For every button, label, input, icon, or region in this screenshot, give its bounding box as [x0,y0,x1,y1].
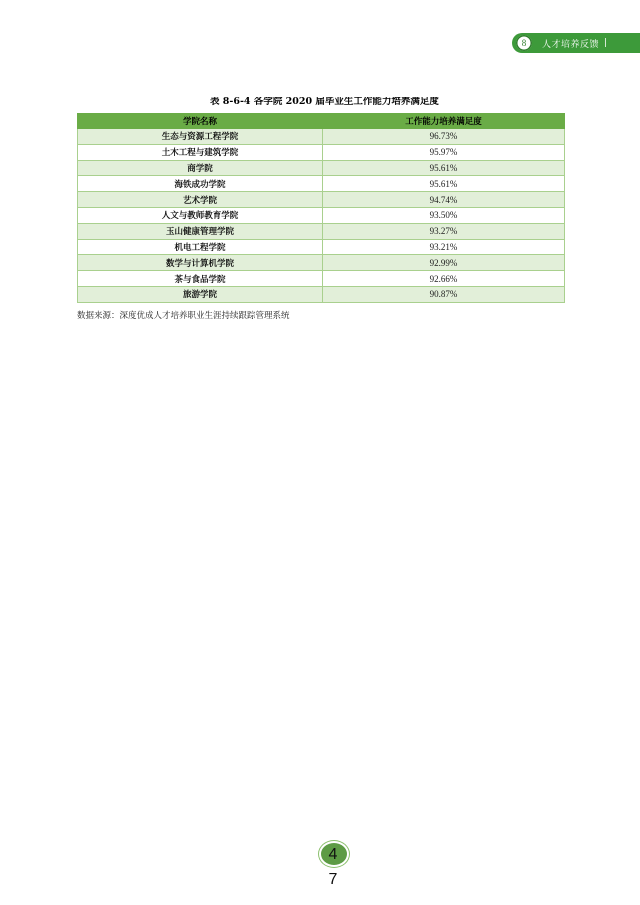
table-row [78,271,565,287]
table-header-row [78,114,565,129]
table-row [78,223,565,239]
college-name-cell: 海铁成功学院 [78,176,323,192]
college-name-cell: 旅游学院 [78,286,323,302]
table-row [78,129,565,145]
college-name-cell: 机电工程学院 [78,239,323,255]
college-name-cell: 数学与计算机学院 [78,255,323,271]
table-row [78,207,565,223]
college-name-cell: 商学院 [78,160,323,176]
satisfaction-value-cell: 92.99% [323,255,565,271]
table-row [78,144,565,160]
chapter-title: 人才培养反馈 [542,39,600,50]
satisfaction-value-cell: 94.74% [323,192,565,208]
table-row [78,239,565,255]
table-row [78,160,565,176]
satisfaction-value-cell: 96.73% [323,129,565,145]
table-row [78,286,565,302]
college-name-cell: 土木工程与建筑学院 [78,144,323,160]
satisfaction-value-cell: 93.50% [323,207,565,223]
satisfaction-value-cell: 95.61% [323,176,565,192]
table-row [78,255,565,271]
table-row [78,176,565,192]
chapter-number-badge: 8 [516,35,532,51]
college-name-cell: 人文与教师教育学院 [78,207,323,223]
page-number [319,843,347,891]
satisfaction-value-cell: 93.27% [323,223,565,239]
table-caption: 表 8-6-4 各学院 2020 届毕业生工作能力培养满足度 [210,97,439,107]
page-number-digit-1: 4 [328,846,338,863]
satisfaction-value-cell: 95.97% [323,144,565,160]
chapter-header-tab [512,33,640,53]
satisfaction-table [77,113,565,303]
college-name-cell: 玉山健康管理学院 [78,223,323,239]
satisfaction-value-cell: 92.66% [323,271,565,287]
satisfaction-value-cell: 95.61% [323,160,565,176]
college-name-cell: 生态与资源工程学院 [78,129,323,145]
satisfaction-value-cell: 90.87% [323,286,565,302]
satisfaction-value-cell: 93.21% [323,239,565,255]
column-header-satisfaction: 工作能力培养满足度 [323,114,565,129]
data-source-note: 数据来源：深度优成人才培养职业生涯持续跟踪管理系统 [77,311,290,321]
page-number-digit-2: 7 [328,871,338,888]
column-header-college: 学院名称 [78,114,323,129]
college-name-cell: 茶与食品学院 [78,271,323,287]
table-row [78,192,565,208]
header-separator: | [604,38,608,48]
college-name-cell: 艺术学院 [78,192,323,208]
